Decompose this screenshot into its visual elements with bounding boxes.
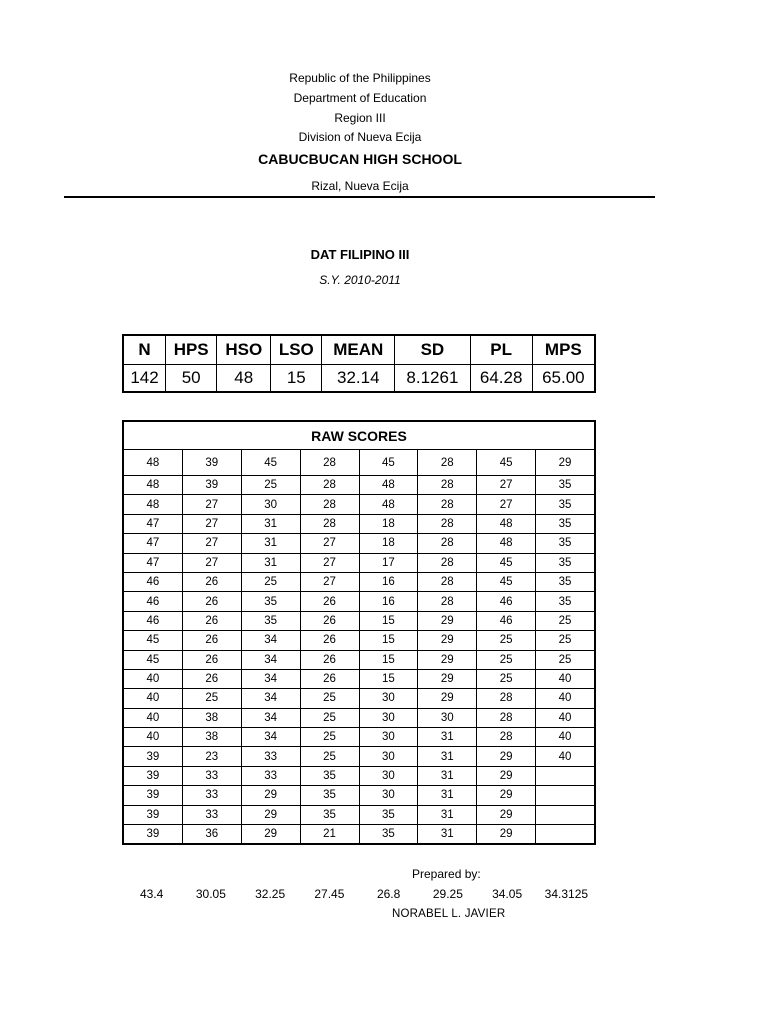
score-cell: 33 [182, 805, 241, 824]
score-cell: 29 [477, 747, 536, 766]
raw-scores-table [122, 420, 596, 845]
score-cell: 33 [182, 786, 241, 805]
score-cell [536, 766, 595, 785]
score-cell [536, 825, 595, 845]
score-cell: 34 [241, 728, 300, 747]
score-cell: 39 [123, 825, 182, 845]
score-cell: 47 [123, 514, 182, 533]
header-divider [64, 196, 655, 198]
score-cell: 28 [300, 495, 359, 514]
score-cell: 36 [182, 825, 241, 845]
average-value: 29.25 [432, 887, 463, 901]
score-cell: 45 [241, 450, 300, 476]
score-cell: 30 [359, 747, 418, 766]
score-cell: 35 [241, 592, 300, 611]
score-cell: 45 [123, 631, 182, 650]
table-row [123, 766, 595, 785]
score-cell: 25 [477, 650, 536, 669]
score-cell: 33 [182, 766, 241, 785]
score-cell: 30 [418, 708, 477, 727]
score-cell: 46 [123, 592, 182, 611]
table-row [123, 728, 595, 747]
school-name: CABUCBUCAN HIGH SCHOOL [258, 151, 462, 167]
report-title: DAT FILIPINO III [310, 247, 410, 262]
score-cell: 25 [182, 689, 241, 708]
score-cell: 31 [241, 534, 300, 553]
score-cell: 26 [182, 611, 241, 630]
score-cell: 45 [477, 572, 536, 591]
score-cell: 26 [300, 631, 359, 650]
score-cell: 29 [477, 786, 536, 805]
score-cell: 27 [182, 514, 241, 533]
prepared-by-label: Prepared by: [412, 867, 481, 881]
score-cell: 29 [418, 631, 477, 650]
table-row [123, 553, 595, 572]
score-cell: 28 [418, 495, 477, 514]
table-row [123, 631, 595, 650]
score-cell: 16 [359, 572, 418, 591]
score-cell: 26 [182, 592, 241, 611]
score-cell: 48 [477, 534, 536, 553]
score-cell: 29 [241, 825, 300, 845]
score-cell: 46 [477, 611, 536, 630]
score-cell: 35 [300, 805, 359, 824]
score-cell: 35 [536, 495, 595, 514]
score-cell: 48 [123, 495, 182, 514]
table-row [123, 786, 595, 805]
average-value: 26.8 [376, 887, 401, 901]
score-cell: 47 [123, 534, 182, 553]
score-cell: 40 [123, 689, 182, 708]
score-cell: 25 [300, 689, 359, 708]
score-cell: 28 [418, 476, 477, 495]
score-cell: 28 [418, 592, 477, 611]
score-cell: 48 [359, 495, 418, 514]
score-cell: 26 [300, 592, 359, 611]
average-value: 34.3125 [544, 887, 589, 901]
score-cell: 31 [418, 747, 477, 766]
score-cell: 39 [123, 786, 182, 805]
score-cell: 15 [359, 631, 418, 650]
score-cell: 35 [300, 766, 359, 785]
score-cell: 31 [241, 514, 300, 533]
score-cell: 39 [123, 766, 182, 785]
score-cell: 29 [418, 669, 477, 688]
score-cell: 27 [182, 534, 241, 553]
score-cell: 15 [359, 669, 418, 688]
score-cell: 28 [418, 514, 477, 533]
score-cell: 40 [123, 669, 182, 688]
score-cell: 29 [477, 825, 536, 845]
table-row [123, 534, 595, 553]
score-cell: 34 [241, 631, 300, 650]
table-row [123, 495, 595, 514]
score-cell: 29 [418, 650, 477, 669]
table-row [123, 611, 595, 630]
score-cell: 26 [300, 650, 359, 669]
score-cell: 35 [300, 786, 359, 805]
score-cell: 38 [182, 728, 241, 747]
score-cell: 33 [241, 747, 300, 766]
school-address: Rizal, Nueva Ecija [311, 179, 409, 193]
score-cell: 35 [241, 611, 300, 630]
stats-value-cell: 65.00 [532, 365, 595, 393]
stats-header-cell: LSO [271, 335, 322, 365]
score-cell [536, 786, 595, 805]
average-value: 27.45 [314, 887, 345, 901]
score-cell: 35 [359, 805, 418, 824]
score-cell: 26 [182, 631, 241, 650]
table-row [123, 747, 595, 766]
score-cell: 28 [300, 476, 359, 495]
table-row [123, 805, 595, 824]
score-cell: 35 [536, 476, 595, 495]
score-cell: 25 [241, 572, 300, 591]
score-cell: 29 [418, 611, 477, 630]
score-cell: 29 [241, 805, 300, 824]
score-cell: 25 [536, 611, 595, 630]
score-cell: 31 [418, 825, 477, 845]
stats-value-row [123, 365, 595, 393]
score-cell: 29 [477, 766, 536, 785]
score-cell: 40 [536, 689, 595, 708]
score-cell: 46 [477, 592, 536, 611]
score-cell [536, 805, 595, 824]
score-cell: 18 [359, 514, 418, 533]
score-cell: 27 [300, 534, 359, 553]
stats-value-cell: 8.1261 [395, 365, 471, 393]
stats-value-cell: 142 [123, 365, 166, 393]
score-cell: 25 [241, 476, 300, 495]
score-cell: 25 [300, 747, 359, 766]
score-cell: 31 [418, 728, 477, 747]
table-row [123, 669, 595, 688]
table-row [123, 572, 595, 591]
score-cell: 45 [359, 450, 418, 476]
score-cell: 34 [241, 669, 300, 688]
score-cell: 45 [477, 450, 536, 476]
score-cell: 31 [241, 553, 300, 572]
score-cell: 40 [536, 728, 595, 747]
score-cell: 30 [359, 708, 418, 727]
average-value: 43.4 [139, 887, 164, 901]
score-cell: 35 [536, 514, 595, 533]
score-cell: 29 [418, 689, 477, 708]
score-cell: 45 [123, 650, 182, 669]
school-year: S.Y. 2010-2011 [319, 273, 401, 287]
table-row [123, 689, 595, 708]
score-cell: 40 [123, 708, 182, 727]
score-cell: 39 [182, 476, 241, 495]
score-cell: 15 [359, 611, 418, 630]
average-value: 34.05 [492, 887, 523, 901]
score-cell: 40 [536, 708, 595, 727]
score-cell: 48 [359, 476, 418, 495]
score-cell: 48 [123, 476, 182, 495]
header-department: Department of Education [293, 91, 427, 105]
score-cell: 34 [241, 708, 300, 727]
table-row [123, 650, 595, 669]
score-cell: 25 [536, 650, 595, 669]
stats-header-cell: PL [470, 335, 532, 365]
score-cell: 29 [536, 450, 595, 476]
score-cell: 28 [418, 534, 477, 553]
stats-header-cell: MEAN [322, 335, 395, 365]
score-cell: 25 [536, 631, 595, 650]
score-cell: 16 [359, 592, 418, 611]
score-cell: 30 [359, 728, 418, 747]
score-cell: 27 [182, 495, 241, 514]
average-value: 30.05 [195, 887, 226, 901]
score-cell: 25 [300, 728, 359, 747]
score-cell: 28 [300, 514, 359, 533]
stats-header-cell: MPS [532, 335, 595, 365]
score-cell: 18 [359, 534, 418, 553]
table-row [123, 450, 595, 476]
score-cell: 28 [477, 708, 536, 727]
average-value: 32.25 [255, 887, 286, 901]
header-republic: Republic of the Philippines [289, 71, 431, 85]
score-cell: 27 [300, 553, 359, 572]
score-cell: 26 [182, 572, 241, 591]
score-cell: 26 [300, 611, 359, 630]
stats-header-cell: HSO [217, 335, 271, 365]
score-cell: 30 [359, 766, 418, 785]
score-cell: 47 [123, 553, 182, 572]
score-cell: 27 [300, 572, 359, 591]
score-cell: 30 [241, 495, 300, 514]
score-cell: 29 [241, 786, 300, 805]
score-cell: 35 [359, 825, 418, 845]
score-cell: 35 [536, 534, 595, 553]
score-cell: 28 [418, 572, 477, 591]
score-cell: 45 [477, 553, 536, 572]
score-cell: 30 [359, 689, 418, 708]
header-division: Division of Nueva Ecija [298, 130, 422, 144]
score-cell: 26 [300, 669, 359, 688]
score-cell: 35 [536, 553, 595, 572]
score-cell: 46 [123, 611, 182, 630]
table-row [123, 592, 595, 611]
table-row [123, 514, 595, 533]
table-row [123, 825, 595, 845]
score-cell: 34 [241, 689, 300, 708]
score-cell: 28 [418, 450, 477, 476]
score-cell: 31 [418, 786, 477, 805]
score-cell: 39 [182, 450, 241, 476]
score-cell: 21 [300, 825, 359, 845]
score-cell: 40 [123, 728, 182, 747]
stats-header-cell: N [123, 335, 166, 365]
score-cell: 30 [359, 786, 418, 805]
stats-header-cell: HPS [166, 335, 217, 365]
score-cell: 39 [123, 747, 182, 766]
stats-value-cell: 48 [217, 365, 271, 393]
preparer-name: NORABEL L. JAVIER [392, 908, 506, 920]
score-cell: 15 [359, 650, 418, 669]
stats-value-cell: 15 [271, 365, 322, 393]
score-cell: 28 [477, 728, 536, 747]
score-cell: 28 [418, 553, 477, 572]
table-row [123, 708, 595, 727]
score-cell: 48 [477, 514, 536, 533]
stats-value-cell: 32.14 [322, 365, 395, 393]
stats-value-cell: 64.28 [470, 365, 532, 393]
score-cell: 25 [300, 708, 359, 727]
score-cell: 31 [418, 766, 477, 785]
score-cell: 40 [536, 747, 595, 766]
score-cell: 35 [536, 592, 595, 611]
score-cell: 34 [241, 650, 300, 669]
score-cell: 28 [477, 689, 536, 708]
table-row [123, 476, 595, 495]
score-cell: 23 [182, 747, 241, 766]
score-cell: 28 [300, 450, 359, 476]
stats-header-cell: SD [395, 335, 471, 365]
score-cell: 40 [536, 669, 595, 688]
score-cell: 38 [182, 708, 241, 727]
stats-table [122, 334, 596, 393]
score-cell: 33 [241, 766, 300, 785]
score-cell: 48 [123, 450, 182, 476]
score-cell: 39 [123, 805, 182, 824]
raw-scores-title: RAW SCORES [123, 421, 595, 450]
score-cell: 26 [182, 650, 241, 669]
score-cell: 46 [123, 572, 182, 591]
stats-value-cell: 50 [166, 365, 217, 393]
score-cell: 27 [477, 495, 536, 514]
score-cell: 17 [359, 553, 418, 572]
score-cell: 29 [477, 805, 536, 824]
score-cell: 35 [536, 572, 595, 591]
stats-header-row [123, 335, 595, 365]
header-region: Region III [334, 111, 386, 125]
score-cell: 25 [477, 631, 536, 650]
score-cell: 31 [418, 805, 477, 824]
score-cell: 27 [182, 553, 241, 572]
score-cell: 25 [477, 669, 536, 688]
averages-row [122, 887, 596, 901]
score-cell: 26 [182, 669, 241, 688]
score-cell: 27 [477, 476, 536, 495]
